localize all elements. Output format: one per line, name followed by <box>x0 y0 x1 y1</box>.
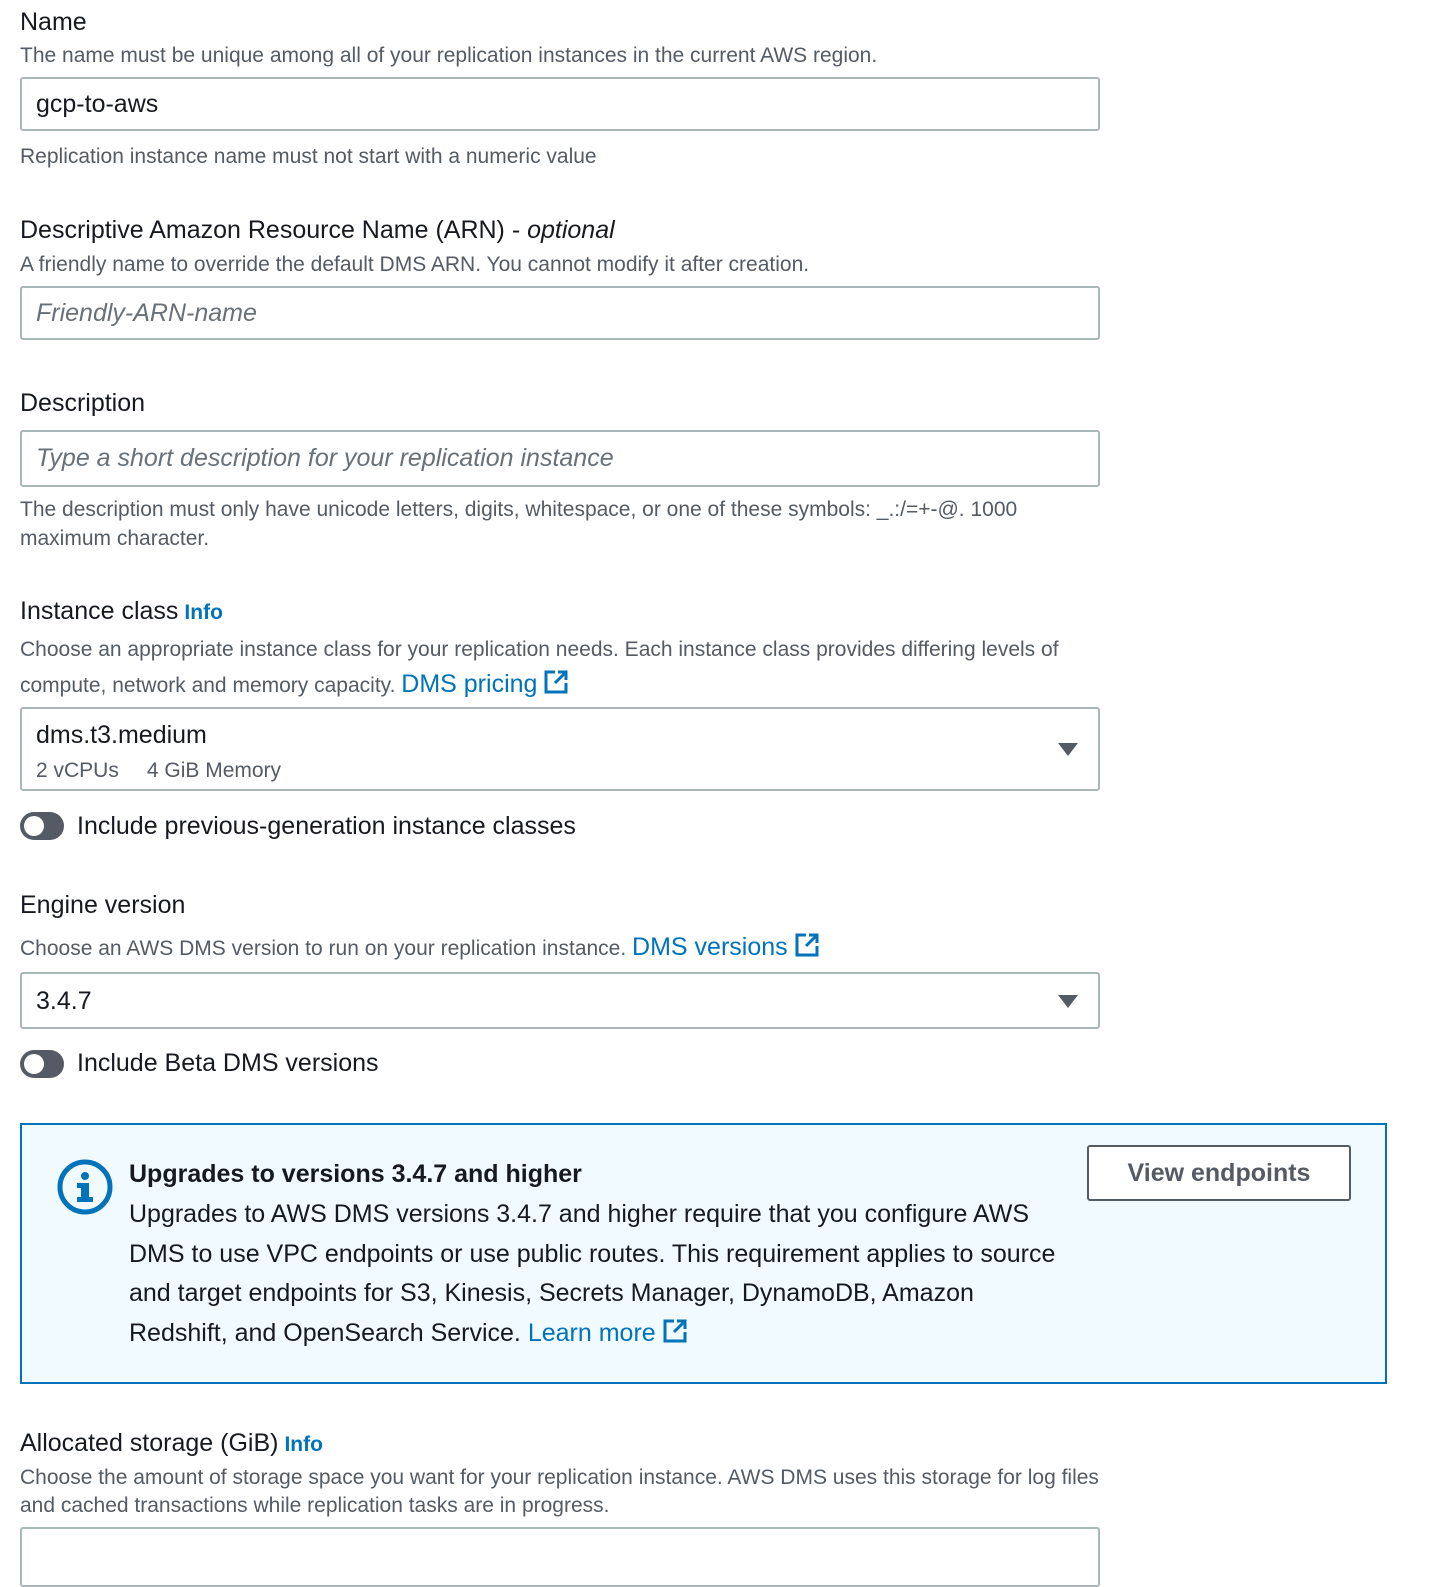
instance-class-vcpus: 2 vCPUs <box>36 759 119 782</box>
dms-versions-link-text[interactable]: DMS versions <box>632 933 788 961</box>
instance-class-specs <box>36 759 281 783</box>
allocated-storage-input[interactable] <box>20 1527 1100 1587</box>
instance-class-description <box>20 632 1105 703</box>
engine-version-description-text: Choose an AWS DMS version to run on your replication instance. <box>20 937 627 960</box>
instance-class-memory: 4 GiB Memory <box>146 759 282 782</box>
info-icon <box>56 1158 114 1216</box>
view-endpoints-button[interactable]: View endpoints <box>1087 1145 1351 1201</box>
name-description: The name must be unique among all of your replication instances in the current AWS region. <box>20 44 878 67</box>
allocated-storage-description: Choose the amount of storage space you want for your replication instance. AWS DMS uses this storage for log files and cached transactions while replication tasks are in progress. <box>20 1466 1099 1517</box>
learn-more-link-text[interactable]: Learn more <box>527 1318 656 1347</box>
engine-version-select[interactable] <box>20 972 1100 1029</box>
arn-label-text: Descriptive Amazon Resource Name (ARN) - <box>20 216 528 244</box>
arn-input[interactable] <box>20 286 1100 340</box>
external-link-icon <box>662 1318 688 1344</box>
engine-version-label: Engine version <box>20 891 186 919</box>
beta-versions-toggle-label: Include Beta DMS versions <box>77 1049 379 1077</box>
alert-body <box>129 1195 1069 1353</box>
engine-version-description <box>20 932 820 962</box>
instance-class-label-text: Instance class <box>20 597 179 625</box>
instance-class-description-text: Choose an appropriate instance class for your replication needs. Each instance class provides differing levels of compute, network and memory capacity. <box>20 638 1059 697</box>
description-label: Description <box>20 389 146 417</box>
previous-generation-toggle[interactable] <box>20 812 64 840</box>
allocated-storage-label <box>20 1429 323 1458</box>
dms-versions-link[interactable] <box>632 933 820 961</box>
allocated-storage-label-text: Allocated storage (GiB) <box>20 1429 279 1457</box>
chevron-down-icon <box>1058 995 1078 1008</box>
instance-class-info-link[interactable]: Info <box>184 601 223 624</box>
learn-more-link[interactable] <box>528 1319 688 1347</box>
arn-optional-text: optional <box>527 216 615 244</box>
description-hint: The description must only have unicode letters, digits, whitespace, or one of these symbols: _.:/=+-@. 1000 maximum character. <box>20 498 1018 550</box>
alert-body-text: Upgrades to AWS DMS versions 3.4.7 and higher require that you configure AWS DMS to use VPC endpoints or use public routes. This requirement applies to source and target endpoints for S3, Kinesis, Secrets Manager, DynamoDB, Amazon Redshift, and OpenSearch Service. <box>129 1200 1056 1347</box>
name-hint: Replication instance name must not start with a numeric value <box>20 145 597 168</box>
description-input[interactable] <box>20 430 1100 487</box>
name-input[interactable] <box>20 77 1100 131</box>
external-link-icon <box>794 932 820 958</box>
instance-class-selected-value: dms.t3.medium <box>36 721 207 749</box>
toggle-knob <box>24 816 44 836</box>
dms-pricing-link[interactable] <box>401 670 569 698</box>
chevron-down-icon <box>1058 743 1078 756</box>
instance-class-label <box>20 597 223 626</box>
name-label: Name <box>20 8 87 36</box>
previous-generation-toggle-label: Include previous-generation instance classes <box>77 812 576 840</box>
toggle-knob <box>24 1054 44 1074</box>
alert-title: Upgrades to versions 3.4.7 and higher <box>129 1160 582 1188</box>
engine-version-selected-value: 3.4.7 <box>36 987 92 1015</box>
instance-class-select[interactable] <box>20 707 1100 791</box>
arn-description: A friendly name to override the default DMS ARN. You cannot modify it after creation. <box>20 253 810 276</box>
dms-pricing-link-text[interactable]: DMS pricing <box>401 670 538 698</box>
allocated-storage-info-link[interactable]: Info <box>284 1433 323 1456</box>
external-link-icon <box>543 669 569 695</box>
beta-versions-toggle[interactable] <box>20 1050 64 1078</box>
arn-label <box>20 216 615 245</box>
